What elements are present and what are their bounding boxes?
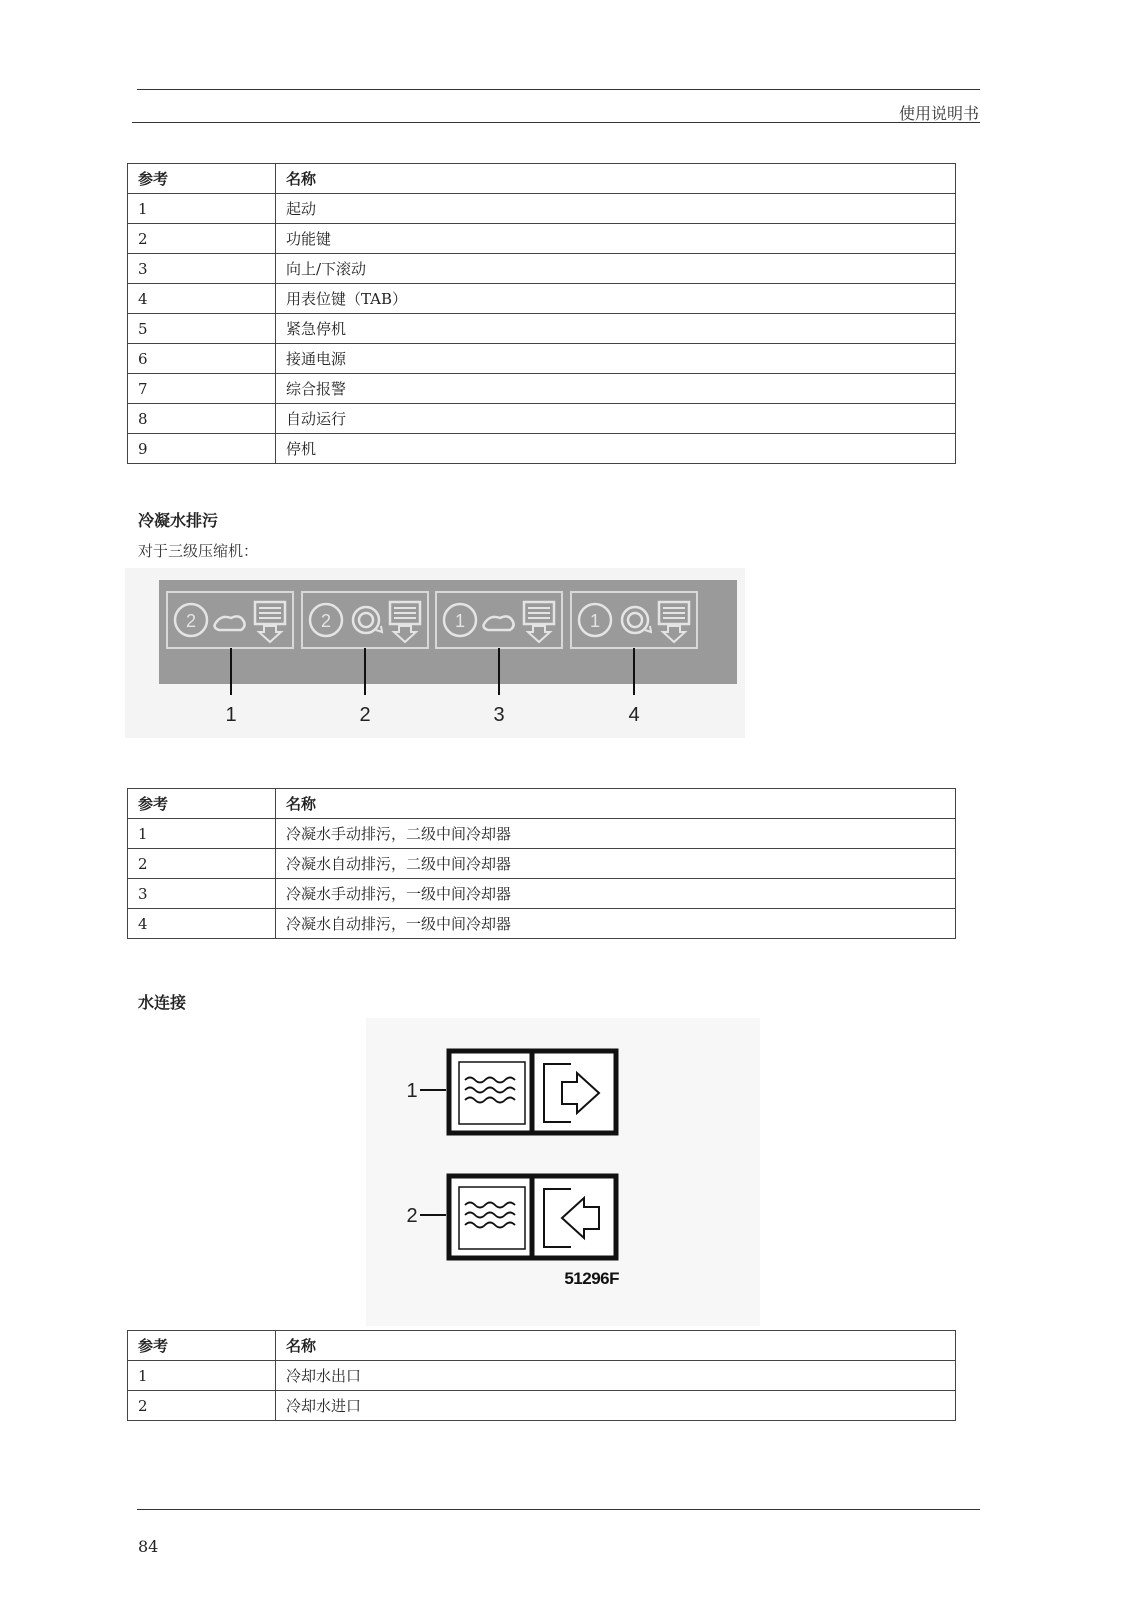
table-row xyxy=(128,1391,956,1421)
cell-name: 冷却水进口 xyxy=(276,1391,956,1421)
column-header-name: 名称 xyxy=(276,1331,956,1361)
table-drain xyxy=(127,788,956,939)
table-row xyxy=(128,374,956,404)
stage-number: 2 xyxy=(185,611,197,631)
cell-name: 紧急停机 xyxy=(276,314,956,344)
header-bottom-rule xyxy=(132,122,980,123)
cell-ref: 7 xyxy=(128,374,276,404)
cell-name: 冷凝水手动排污，一级中间冷却器 xyxy=(276,879,956,909)
drain-section-intro: 对于三级压缩机： xyxy=(138,542,259,560)
table-row xyxy=(128,434,956,464)
column-header-ref: 参考 xyxy=(128,789,276,819)
drain-section-heading: 冷凝水排污 xyxy=(138,511,219,530)
table-row xyxy=(128,194,956,224)
table-header-row xyxy=(128,789,956,819)
callout-3: 3 xyxy=(493,704,505,726)
cell-ref: 3 xyxy=(128,254,276,284)
cell-name: 冷凝水自动排污，一级中间冷却器 xyxy=(276,909,956,939)
callout-1: 1 xyxy=(406,1080,418,1102)
stage-number: 2 xyxy=(320,611,332,631)
table-controls xyxy=(127,163,956,464)
table-header-row xyxy=(128,164,956,194)
cell-ref: 6 xyxy=(128,344,276,374)
cell-name: 自动运行 xyxy=(276,404,956,434)
table-row xyxy=(128,284,956,314)
water-outlet-symbol xyxy=(449,1051,616,1133)
column-header-name: 名称 xyxy=(276,789,956,819)
cell-name: 用表位键（TAB） xyxy=(276,284,956,314)
water-inlet-symbol xyxy=(449,1176,616,1258)
cell-name: 功能键 xyxy=(276,224,956,254)
table-row xyxy=(128,314,956,344)
callout-2: 2 xyxy=(406,1205,418,1227)
page-number: 84 xyxy=(138,1537,159,1556)
header-top-rule xyxy=(137,89,980,90)
footer-rule xyxy=(137,1509,980,1510)
header-title: 使用说明书 xyxy=(898,104,979,123)
cell-name: 停机 xyxy=(276,434,956,464)
table-row xyxy=(128,344,956,374)
table-row xyxy=(128,819,956,849)
cell-name: 冷凝水自动排污，二级中间冷却器 xyxy=(276,849,956,879)
cell-name: 冷却水出口 xyxy=(276,1361,956,1391)
table-row xyxy=(128,224,956,254)
cell-ref: 1 xyxy=(128,819,276,849)
cell-ref: 5 xyxy=(128,314,276,344)
cell-ref: 4 xyxy=(128,909,276,939)
cell-ref: 9 xyxy=(128,434,276,464)
table-row xyxy=(128,404,956,434)
cell-ref: 4 xyxy=(128,284,276,314)
callout-2: 2 xyxy=(359,704,371,726)
cell-ref: 2 xyxy=(128,1391,276,1421)
callout-4: 4 xyxy=(628,704,640,726)
cell-name: 接通电源 xyxy=(276,344,956,374)
cell-name: 起动 xyxy=(276,194,956,224)
stage-number: 1 xyxy=(454,611,466,631)
callout-1: 1 xyxy=(225,704,237,726)
table-row xyxy=(128,254,956,284)
cell-ref: 8 xyxy=(128,404,276,434)
cell-ref: 2 xyxy=(128,849,276,879)
drain-panel-figure xyxy=(125,568,745,738)
figure-code: 51296F xyxy=(564,1269,619,1288)
table-row xyxy=(128,879,956,909)
table-row xyxy=(128,909,956,939)
column-header-name: 名称 xyxy=(276,164,956,194)
table-water xyxy=(127,1330,956,1421)
cell-ref: 1 xyxy=(128,194,276,224)
water-connection-figure xyxy=(366,1018,760,1326)
column-header-ref: 参考 xyxy=(128,164,276,194)
table-row xyxy=(128,1361,956,1391)
table-header-row xyxy=(128,1331,956,1361)
cell-ref: 2 xyxy=(128,224,276,254)
cell-name: 综合报警 xyxy=(276,374,956,404)
table-row xyxy=(128,849,956,879)
cell-ref: 1 xyxy=(128,1361,276,1391)
cell-ref: 3 xyxy=(128,879,276,909)
water-section-heading: 水连接 xyxy=(138,993,187,1012)
column-header-ref: 参考 xyxy=(128,1331,276,1361)
cell-name: 冷凝水手动排污，二级中间冷却器 xyxy=(276,819,956,849)
cell-name: 向上/下滚动 xyxy=(276,254,956,284)
stage-number: 1 xyxy=(589,611,601,631)
